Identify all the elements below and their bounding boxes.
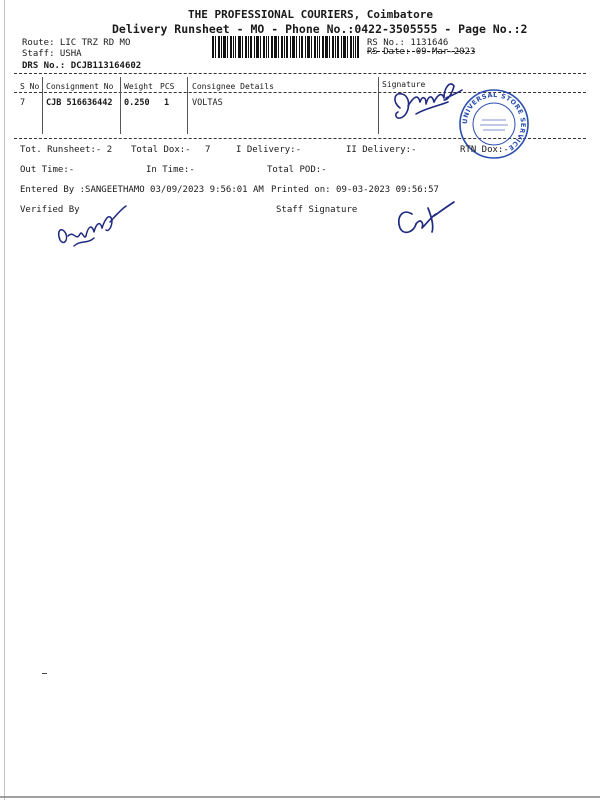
runsheet-subtitle: Delivery Runsheet - MO - Phone No.:0422-3505555 - Page No.:2: [112, 22, 528, 36]
i-delivery: I Delivery:-: [236, 145, 302, 155]
verified-by-label: Verified By: [20, 205, 80, 215]
col-header-consignee: Consignee Details: [192, 82, 274, 91]
drs-number: DRS No.: DCJB113164602: [22, 61, 142, 71]
out-time: Out Time:-: [20, 165, 75, 175]
receiver-signature: [386, 72, 468, 134]
scan-edge-bottom: [0, 796, 600, 798]
staff-signature: [392, 196, 458, 240]
table-top-rule: [14, 73, 586, 74]
col-divider-3: [187, 77, 188, 134]
route-text: Route: LIC TRZ RD MO: [22, 38, 131, 48]
ii-delivery: II Delivery:-: [346, 145, 417, 155]
rs-date: RS Date: 09-Mar-2023: [367, 47, 476, 57]
cell-consignment: CJB 516636442: [46, 98, 113, 108]
entered-by: Entered By :SANGEETHAMO 03/09/2023 9:56:01 AM: [20, 185, 264, 195]
cell-pcs: 1: [164, 98, 170, 108]
col-divider-4: [378, 77, 379, 134]
total-pod: Total POD:-: [267, 165, 327, 175]
col-divider-1: [42, 77, 43, 134]
col-header-pcs: PCS: [160, 82, 175, 91]
printed-on: Printed on: 09-03-2023 09:56:57: [271, 185, 439, 195]
scan-edge-left: [4, 0, 5, 800]
barcode: [212, 36, 359, 58]
total-dox-value: 7: [205, 145, 211, 155]
staff-text: Staff: USHA: [22, 49, 82, 59]
tot-runsheet: Tot. Runsheet:- 2: [20, 145, 113, 155]
in-time: In Time:-: [146, 165, 195, 175]
cell-sno: 7: [20, 98, 26, 108]
total-dox-label: Total Dox:-: [131, 145, 191, 155]
col-header-sno: S No: [20, 82, 40, 91]
cell-consignee: VOLTAS: [192, 98, 223, 108]
cell-weight: 0.250: [124, 98, 150, 108]
col-header-consignment: Consignment No: [46, 82, 114, 91]
verifier-signature: [54, 200, 134, 252]
svg-text:UNIVERSAL STORE SERVICE: UNIVERSAL STORE SERVICE: [460, 90, 528, 153]
staff-signature-label: Staff Signature: [276, 205, 358, 215]
rs-number: RS No.: 1131646: [367, 38, 449, 48]
col-header-signature: Signature: [382, 80, 426, 89]
col-divider-2: [120, 77, 121, 134]
rtn-dox: RTN Dox:-: [460, 145, 509, 155]
col-header-weight: Weight: [124, 82, 153, 91]
company-title: THE PROFESSIONAL COURIERS, Coimbatore: [188, 8, 434, 21]
scan-speck: [42, 673, 47, 674]
